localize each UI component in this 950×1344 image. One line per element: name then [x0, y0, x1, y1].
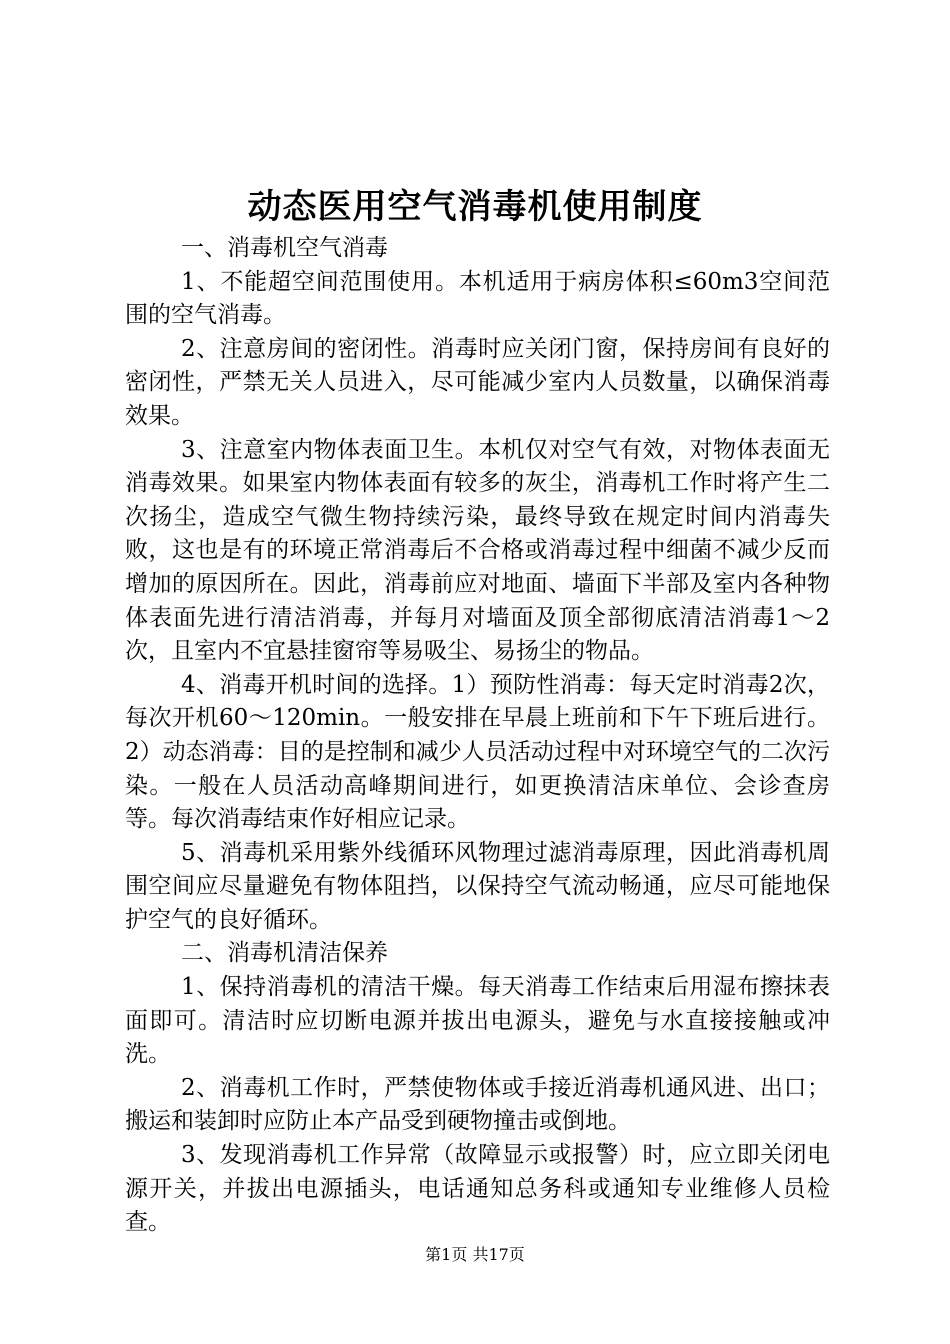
page-footer: 第1页 共17页: [425, 1245, 525, 1264]
document-title: 动态医用空气消毒机使用制度: [247, 187, 703, 227]
paragraph: 2、消毒机工作时，严禁使物体或手接近消毒机通风进、出口；搬运和装卸时应防止本产品受到硬物撞击或倒地。: [125, 1074, 830, 1135]
paragraph: 4、消毒开机时间的选择。1）预防性消毒：每天定时消毒2次，每次开机60～120min。一般安排在早晨上班前和下午下班后进行。2）动态消毒：目的是控制和减少人员活动过程中对环境空气的二次污染。一般在人员活动高峰期间进行，如更换清洁床单位、会诊查房等。每次消毒结束作好相应记录。: [125, 671, 830, 833]
paragraph: 3、注意室内物体表面卫生。本机仅对空气有效，对物体表面无消毒效果。如果室内物体表面有较多的灰尘，消毒机工作时将产生二次扬尘，造成空气微生物持续污染，最终导致在规定时间内消毒失败，这也是有的环境正常消毒后不合格或消毒过程中细菌不减少反而增加的原因所在。因此，消毒前应对地面、墙面下半部及室内各种物体表面先进行清洁消毒，并每月对墙面及顶全部彻底清洁消毒1～2次，且室内不宜悬挂窗帘等易吸尘、易扬尘的物品。: [125, 436, 830, 665]
section-air-disinfection: [125, 232, 830, 937]
section-heading: 二、消毒机清洁保养: [181, 940, 388, 967]
paragraph: 1、保持消毒机的清洁干燥。每天消毒工作结束后用湿布擦抹表面即可。清洁时应切断电源并拔出电源头，避免与水直接接触或冲洗。: [125, 974, 830, 1068]
section-cleaning-maintenance: [125, 937, 830, 1239]
paragraph: 3、发现消毒机工作异常（故障显示或报警）时，应立即关闭电源开关，并拔出电源插头，电话通知总务科或通知专业维修人员检查。: [125, 1142, 830, 1236]
paragraph: 1、不能超空间范围使用。本机适用于病房体积≤60m3空间范围的空气消毒。: [125, 268, 830, 329]
section-heading: 一、消毒机空气消毒: [181, 235, 388, 261]
document-body: [125, 232, 830, 1240]
paragraph: 2、注意房间的密闭性。消毒时应关闭门窗，保持房间有良好的密闭性，严禁无关人员进入，尽可能减少室内人员数量，以确保消毒效果。: [125, 335, 830, 429]
paragraph: 5、消毒机采用紫外线循环风物理过滤消毒原理，因此消毒机周围空间应尽量避免有物体阻挡，以保持空气流动畅通，应尽可能地保护空气的良好循环。: [125, 839, 830, 933]
